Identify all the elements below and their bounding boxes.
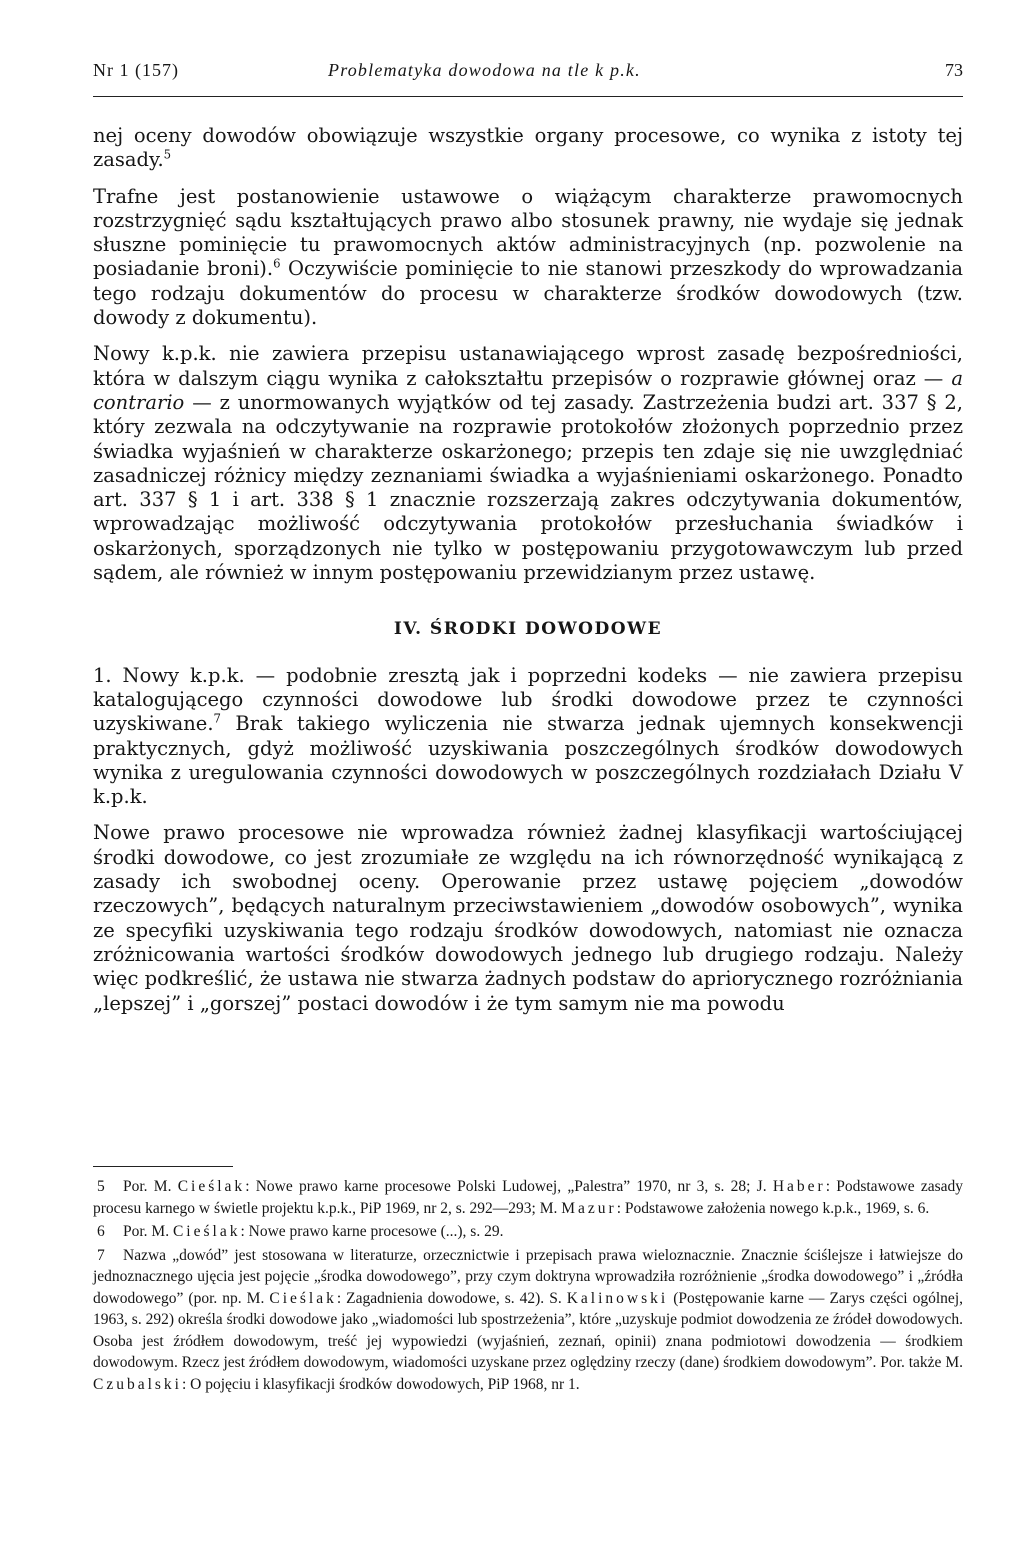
section-heading: IV. ŚRODKI DOWODOWE	[393, 619, 663, 640]
paragraph-2: Trafne jest postanowienie ustawowe o wiążącym charakterze prawomocnych rozstrzygnięć sądu kształtujących prawo albo stosunek prawny, nie wydaje się jednak słuszne pominięcie tu prawomocnych aktów administracyjnych (np. pozwolenie na posiadanie broni).$^6$ Oczywiście pominięcie to nie stanowi przeszkody do wprowadzania tego rodzaju dokumentów do procesu w charakterze środków dowodowych (tzw. dowody z dokumentu).	[93, 184, 963, 330]
footnote-ref-6[interactable]: 6	[273, 256, 281, 271]
author-name: Haber	[772, 1178, 826, 1195]
footnote-mark: 7	[97, 1246, 105, 1264]
running-title: Problematyka dowodowa na tle k p.k.	[328, 60, 641, 80]
header-rule	[93, 96, 963, 97]
page-number: 73	[945, 60, 963, 80]
paragraph-1: nej oceny dowodów obowiązuje wszystkie organy procesowe, co wynika z istoty tej zasady.$^5$	[93, 124, 963, 172]
author-name: Cieślak	[269, 1289, 337, 1307]
footnote-rule	[93, 1166, 233, 1167]
latin-phrase: a contrario	[93, 366, 963, 414]
footnote-7: 7 Nazwa „dowód” jest stosowana w literaturze, orzecznictwie i przepisach prawa wieloznacznie. Znacznie ściślejsze i łatwiejsze do jednoznacznego ujęcia jest pojęcie „środka dowodowego”, przy czym doktryna wprowadziła rozróżnienie „środka dowodowego” i „źródła dowodowego” (por. np. M. Cieślak: Zagadnienia dowodowe, s. 42). S. Kalinowski (Postępowanie karne — Zarys części ogólnej, 1963, s. 292) określa środki dowodowe jako „wiadomości lub spostrzeżenia”, które „uzyskuje podmiot dowodzenia ze źródeł dowodowych. Osoba jest źródłem dowodowym, treść jej wypowiedzi (wyjaśnień, zeznań, opinii) znana podmiotowi dowodzenia — środkiem dowodowym. Rzecz jest źródłem dowodowym, wiadomości uzyskane przez oględziny rzeczy (dane) środkiem dowodowym”. Por. także M. Czubalski: O pojęciu i klasyfikacji środków dowodowych, PiP 1968, nr 1.	[93, 1246, 963, 1393]
author-name: Kalinowski	[566, 1289, 669, 1307]
issue-number: Nr 1 (157)	[93, 60, 179, 80]
main-text	[93, 124, 963, 1016]
running-header	[93, 60, 963, 88]
footnote-mark: 6	[97, 1223, 105, 1240]
author-name: Czubalski	[93, 1375, 182, 1393]
paragraph-4: 1. Nowy k.p.k. — podobnie zresztą jak i poprzedni kodeks — nie zawiera przepisu katalogującego czynności dowodowe lub środki dowodowe przez te czynności uzyskiwane.$^7$ Brak takiego wyliczenia nie stwarza jednak ujemnych konsekwencji praktycznych, gdyż możliwość uzyskiwania poszczególnych środków dowodowych wynika z uregulowania czynności dowodowych w poszczególnych rozdziałach Działu V k.p.k.	[93, 663, 963, 809]
footnotes	[93, 1176, 963, 1397]
footnote-mark: 5	[97, 1178, 105, 1195]
paragraph-5: Nowe prawo procesowe nie wprowadza również żadnej klasyfikacji wartościującej środki dowodowe, co jest zrozumiałe ze względu na ich równorzędność wynikającą z zasady ich swobodnej oceny. Operowanie przez ustawę pojęciem „dowodów rzeczowych”, będących naturalnym przeciwstawieniem „dowodów osobowych”, wynika ze specyfiki uzyskiwania tego rodzaju środków dowodowych, natomiast nie oznacza zróżnicowania wartości środków dowodowych jednego lub drugiego rodzaju. Należy więc podkreślić, że ustawa nie stwarza żadnych podstaw do apriorycznego rozróżniania „lepszej” i „gorszej” postaci dowodów i że tym samym nie ma powodu	[93, 821, 963, 1015]
paragraph-3: Nowy k.p.k. nie zawiera przepisu ustanawiającego wprost zasadę bezpośredniości, która w dalszym ciągu wynika z całokształtu przepisów o rozprawie głównej oraz — a contrario — z unormowanych wyjątków od tej zasady. Zastrzeżenia budzi art. 337 § 2, który zezwala na odczytywanie na rozprawie protokołów złożonych poprzednio przez świadka wyjaśnień w charakterze oskarżonego; przepis ten zdaje się nie uwzględniać zasadniczej różnicy między zeznaniami świadka a wyjaśnieniami oskarżonego. Ponadto art. 337 § 1 i art. 338 § 1 znacznie rozszerzają zakres odczytywania dokumentów, wprowadzając możliwość odczytywania protokołów przesłuchania świadków i oskarżonych, sporządzonych nie tylko w postępowaniu przygotowawczym lub przed sądem, ale również w innym postępowaniu przewidzianym przez ustawę.	[93, 342, 963, 585]
footnote-6: 6 Por. M. Cieślak: Nowe prawo karne procesowe (...), s. 29.	[93, 1221, 963, 1243]
footnote-ref-7[interactable]: 7	[213, 711, 221, 726]
author-name: Cieślak	[172, 1223, 241, 1240]
author-name: Mazur	[561, 1199, 617, 1217]
footnote-5: 5 Por. M. Cieślak: Nowe prawo karne procesowe Polski Ludowej, „Palestra” 1970, nr 3, s. 28; J. Haber: Podstawowe zasady procesu karnego w świetle projektu k.p.k., PiP 1969, nr 2, s. 292—293; M. Mazur: Podstawowe założenia nowego k.p.k., 1969, s. 6.	[93, 1178, 963, 1217]
footnote-ref-5[interactable]: 5	[163, 147, 172, 162]
author-name: Cieślak	[177, 1178, 246, 1195]
